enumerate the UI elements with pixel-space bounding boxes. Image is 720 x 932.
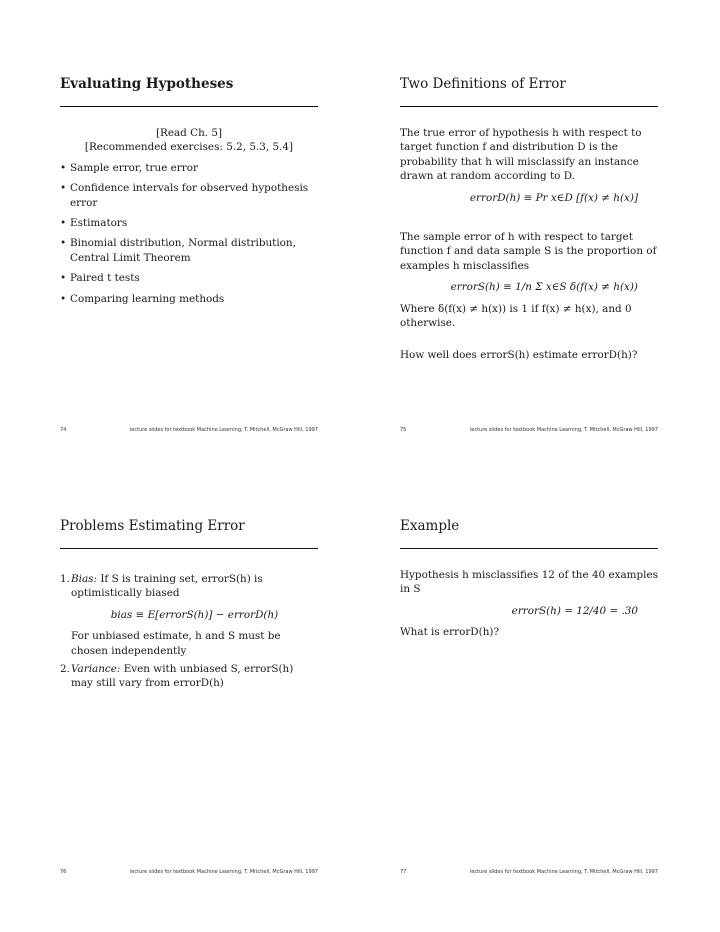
example-equation: errorS(h) = 12/40 = .30	[511, 604, 638, 617]
slide-body	[400, 568, 658, 640]
estimate-question: How well does errorS(h) estimate errorD(h)?	[400, 349, 638, 362]
bullet-icon: •	[60, 161, 67, 174]
list-item: • Comparing learning methods	[60, 292, 225, 305]
page-number: 76	[60, 869, 67, 875]
slide-77	[400, 500, 658, 880]
footer-source: lecture slides for textbook Machine Learning, T. Mitchell, McGraw Hill, 1997	[129, 427, 318, 433]
list-item: 2. Variance: Even with unbiased S, errorS(h) may still vary from errorD(h)	[60, 663, 294, 690]
slide-74	[60, 58, 318, 438]
list-item: • Confidence intervals for observed hypothesis error	[60, 182, 309, 209]
true-error-definition: The true error of hypothesis h with respect to target function f and distribution D is the probability that h will misclassify an instance drawn at random according to D.	[400, 127, 642, 183]
bullet-icon: •	[60, 292, 67, 305]
footer-source: lecture slides for textbook Machine Learning, T. Mitchell, McGraw Hill, 1997	[469, 869, 658, 875]
title-rule	[400, 106, 658, 107]
slide-title: Problems Estimating Error	[60, 518, 245, 534]
reading-note: [Read Ch. 5]	[155, 127, 223, 139]
example-question: What is errorD(h)?	[400, 626, 500, 639]
delta-definition: Where δ(f(x) ≠ h(x)) is 1 if f(x) ≠ h(x), and 0 otherwise.	[400, 302, 632, 330]
bias-label: Bias:	[71, 573, 97, 585]
example-text: Hypothesis h misclassifies 12 of the 40 examples in S	[400, 569, 658, 596]
sample-error-definition: The sample error of h with respect to target function f and data sample S is the proportion of examples h misclassifies	[400, 231, 657, 272]
page-number: 74	[60, 427, 67, 433]
slide-body	[60, 126, 318, 306]
title-rule	[400, 548, 658, 549]
list-item: 1. Bias: If S is training set, errorS(h) is optimistically biased bias ≡ E[errorS(h)] − errorD(h) For unbiased estimate, h and S must be chosen independently	[60, 572, 318, 658]
footer-source: lecture slides for textbook Machine Learning, T. Mitchell, McGraw Hill, 1997	[129, 869, 318, 875]
bullet-icon: •	[60, 272, 67, 285]
list-item: • Paired t tests	[60, 272, 140, 285]
slide-body	[400, 126, 658, 363]
exercises-note: [Recommended exercises: 5.2, 5.3, 5.4]	[84, 141, 294, 154]
list-item: • Sample error, true error	[60, 161, 198, 174]
slide-body	[60, 568, 318, 691]
title-rule	[60, 548, 318, 549]
bias-equation: bias ≡ E[errorS(h)] − errorD(h)	[110, 608, 279, 621]
slide-76	[60, 500, 318, 880]
page-number: 75	[400, 427, 407, 433]
page-number: 77	[400, 869, 407, 875]
true-error-equation: errorD(h) ≡ Pr x∈D [f(x) ≠ h(x)]	[469, 191, 638, 204]
slide-75	[400, 58, 658, 438]
bullet-icon: •	[60, 182, 67, 195]
bias-note: For unbiased estimate, h and S must be chosen independently	[71, 630, 281, 657]
footer-source: lecture slides for textbook Machine Learning, T. Mitchell, McGraw Hill, 1997	[469, 427, 658, 433]
list-item: • Estimators	[60, 217, 128, 230]
bullet-icon: •	[60, 237, 67, 250]
list-item: • Binomial distribution, Normal distribution, Central Limit Theorem	[60, 237, 296, 264]
title-rule	[60, 106, 318, 107]
sample-error-equation: errorS(h) ≡ 1/n Σ x∈S δ(f(x) ≠ h(x))	[450, 281, 638, 294]
variance-label: Variance:	[71, 663, 121, 676]
bullet-icon: •	[60, 217, 67, 230]
variance-text: Even with unbiased S, errorS(h) may still vary from errorD(h)	[71, 663, 294, 690]
slide-title: Two Definitions of Error	[400, 76, 566, 92]
slide-title: Evaluating Hypotheses	[60, 76, 234, 92]
bias-text: If S is training set, errorS(h) is optimistically biased	[71, 573, 263, 600]
slide-title: Example	[400, 518, 460, 534]
